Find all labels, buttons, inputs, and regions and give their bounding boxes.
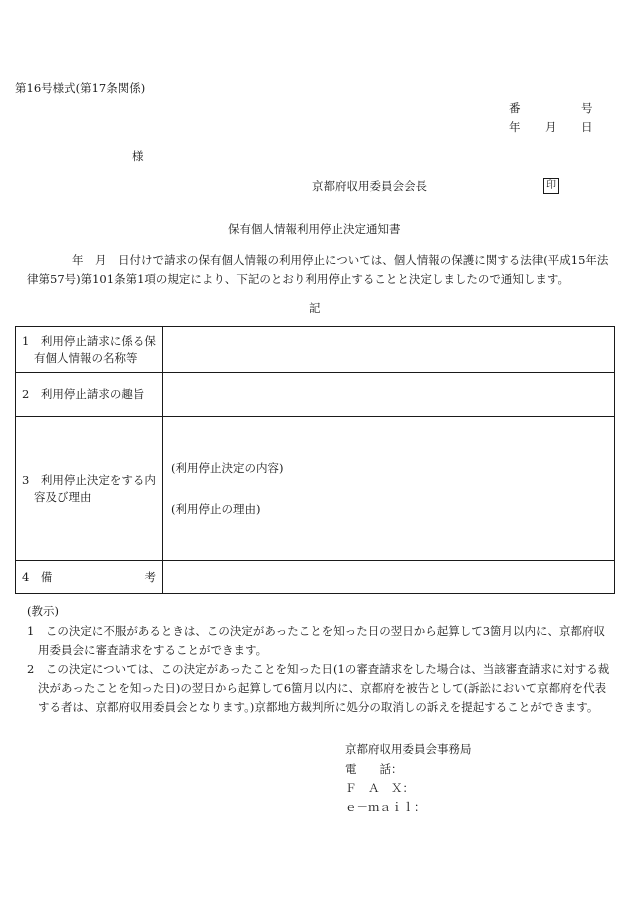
table-row [16,327,615,373]
row4-label-right: 考 [144,569,156,584]
row2-label-text: 2 利用停止請求の趣旨 [22,387,145,401]
notice-heading: (教示) [27,604,59,618]
row1-label [16,327,163,373]
day-label: 日 [581,120,593,134]
phone-label: 電 話： [345,762,403,776]
document-title: 保有個人情報利用停止決定通知書 [228,222,401,236]
row3-content-reason: (利用停止の理由) [171,501,261,516]
number-suffix: 号 [581,101,593,115]
notice-item2-line3: する者は、京都府収用委員会となります。)京都地方裁判所に処分の取消しの訴えを提起することができます。 [38,700,599,714]
notice-item1-line1: 1 この決定に不服があるときは、この決定があったことを知った日の翌日から起算して3箇月以内に、京都府収 [27,624,606,638]
row4-label-left: 4 備 [22,569,53,584]
seal-mark [543,177,559,194]
sender-name: 京都府収用委員会会長 [312,179,427,193]
seal-text: 印 [543,178,559,194]
notice-item2-line2: 決があったことを知った日)の翌日から起算して6箇月以内に、京都府を被告として(訴訟において京都府を代表 [38,681,607,695]
body-line-2: 律第57号)第101条第1項の規定により、下記のとおり利用停止することと決定しましたので通知します。 [27,272,569,286]
email-label: ｅ－ｍａｉｌ： [345,800,426,814]
year-label: 年 [509,120,521,134]
fax-label: Ｆ Ａ Ｘ： [345,781,414,795]
body-line-1: 年 月 日付けで請求の保有個人情報の利用停止については、個人情報の保護に関する法律(平成15年法 [72,253,609,267]
row3-label-line2: 容及び理由 [34,489,92,504]
row3-content[interactable] [163,417,615,561]
month-label: 月 [545,120,557,134]
office-name: 京都府収用委員会事務局 [345,742,472,756]
row4-content[interactable] [163,561,615,594]
row1-label-line1: 1 利用停止請求に係る保 [22,333,156,348]
number-label: 番 [509,101,521,115]
table-row [16,417,615,561]
row1-content[interactable] [163,327,615,373]
table-row [16,373,615,417]
notice-item1-line2: 用委員会に審査請求をすることができます。 [38,643,268,657]
table-row [16,561,615,594]
row2-label [16,373,163,417]
row3-content-decision: (利用停止決定の内容) [171,460,284,475]
row4-label [16,561,163,594]
recipient-suffix: 様 [132,149,144,163]
row3-label [16,417,163,561]
form-number: 第16号様式(第17条関係) [15,81,146,95]
row3-label-line1: 3 利用停止決定をする内 [22,472,156,487]
row1-label-line2: 有個人情報の名称等 [34,350,138,365]
notice-item2-line1: 2 この決定については、この決定があったことを知った日(1の審査請求をした場合は、当該審査請求に対する裁 [27,662,610,676]
row2-content[interactable] [163,373,615,417]
decision-table [15,326,615,594]
ki-label: 記 [309,301,321,315]
